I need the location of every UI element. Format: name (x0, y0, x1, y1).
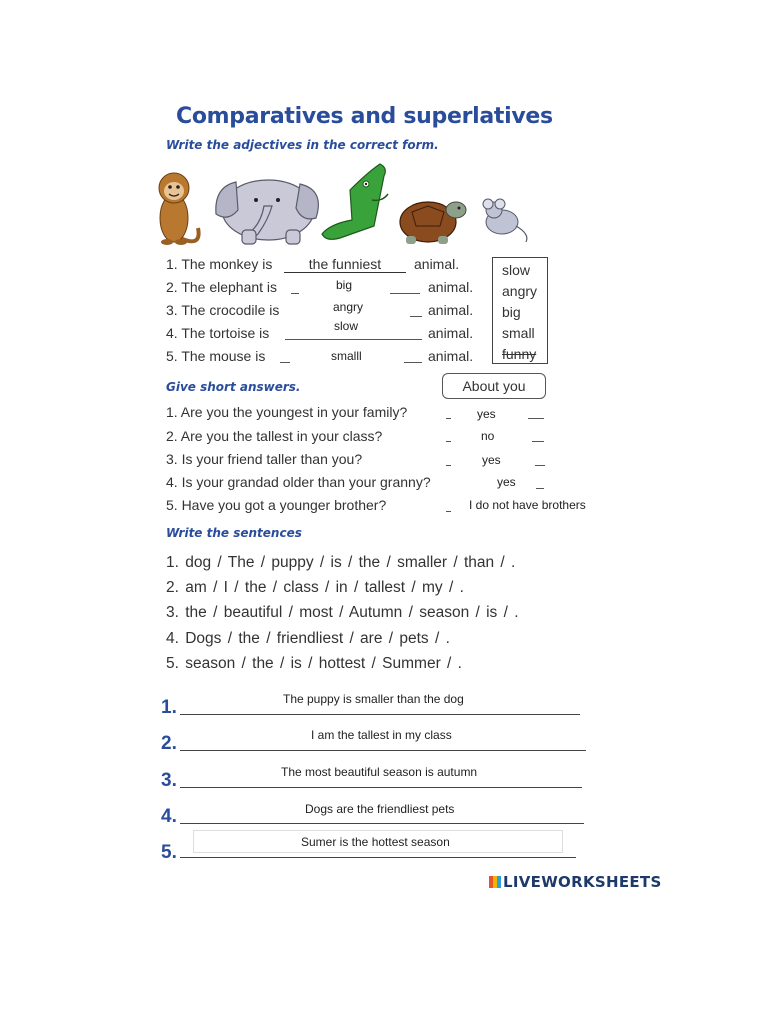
blank-line (285, 339, 422, 340)
word-box (492, 257, 548, 364)
page-title: Comparatives and superlatives (176, 104, 553, 129)
item-suffix-1: animal. (414, 256, 460, 272)
scrambled-sentence-5: 5. season / the / is / hottest / Summer / . (166, 655, 462, 672)
answer-field-1[interactable]: the funniest (284, 256, 406, 273)
scrambled-sentence-1: 1. dog / The / puppy / is / the / smaller / than / . (166, 554, 516, 571)
word-box-item: angry (502, 283, 538, 299)
word-box-item: slow (502, 262, 531, 278)
answer-field-4[interactable]: slow (334, 319, 359, 333)
adjective-item-3: 3. The crocodile is (166, 302, 280, 318)
adjective-item-2: 2. The elephant is (166, 279, 278, 295)
answer-line-4 (180, 823, 584, 824)
answer-line-2 (180, 750, 586, 751)
short-answer-3[interactable]: yes (482, 453, 501, 467)
monkey-icon (159, 173, 199, 245)
tortoise-icon (400, 202, 466, 244)
adjective-item-4: 4. The tortoise is (166, 325, 270, 341)
sentence-answer-1[interactable]: The puppy is smaller than the dog (283, 692, 464, 706)
answer-field-3[interactable]: angry (333, 300, 364, 314)
sentence-answer-4[interactable]: Dogs are the friendliest pets (305, 802, 455, 816)
blank-dash (280, 362, 290, 363)
word-box-item-used: funny (502, 346, 537, 362)
answer-line-1 (180, 714, 580, 715)
mouse-icon (483, 199, 527, 242)
answer-number-3: 3. (161, 770, 177, 791)
animal-illustrations (150, 160, 550, 248)
blank-dash (536, 488, 544, 489)
short-answer-2[interactable]: no (481, 429, 495, 443)
sentence-answer-2[interactable]: I am the tallest in my class (311, 728, 452, 742)
blank-dash (535, 465, 545, 466)
answer-field-5[interactable]: smalll (331, 349, 362, 363)
crocodile-icon (322, 164, 388, 239)
blank-dash (390, 293, 420, 294)
blank-dash (528, 418, 544, 419)
blank-dash (291, 293, 299, 294)
item-suffix-3: animal. (428, 302, 474, 318)
answer-number-2: 2. (161, 733, 177, 754)
blank-dash (446, 441, 451, 442)
item-suffix-2: animal. (428, 279, 474, 295)
logo-icon (489, 876, 501, 888)
adjective-item-1: 1. The monkey is (166, 256, 273, 272)
scrambled-sentence-4: 4. Dogs / the / friendliest / are / pets / . (166, 630, 450, 647)
blank-dash (446, 511, 451, 512)
instruction-write-sentences: Write the sentences (166, 526, 302, 540)
instruction-adjectives: Write the adjectives in the correct form. (166, 138, 439, 152)
question-4: 4. Is your grandad older than your granny? (166, 474, 431, 490)
short-answer-5[interactable]: I do not have brothers (469, 498, 586, 512)
adjective-item-5: 5. The mouse is (166, 348, 266, 364)
answer-field-2[interactable]: big (336, 278, 353, 292)
question-3: 3. Is your friend taller than you? (166, 451, 363, 467)
answer-number-1: 1. (161, 697, 177, 718)
instruction-short-answers: Give short answers. (166, 380, 301, 394)
scrambled-sentence-2: 2. am / I / the / class / in / tallest / my / . (166, 579, 464, 596)
question-5: 5. Have you got a younger brother? (166, 497, 387, 513)
answer-number-4: 4. (161, 806, 177, 827)
elephant-icon (216, 180, 319, 244)
blank-dash (446, 418, 451, 419)
question-1: 1. Are you the youngest in your family? (166, 404, 408, 420)
scrambled-sentence-3: 3. the / beautiful / most / Autumn / season / is / . (166, 604, 519, 621)
sentence-answer-5[interactable]: Sumer is the hottest season (301, 835, 450, 849)
word-box-item: small (502, 325, 535, 341)
answer-line-3 (180, 787, 582, 788)
short-answer-4[interactable]: yes (497, 475, 516, 489)
blank-dash (446, 465, 451, 466)
blank-dash (404, 362, 422, 363)
blank-dash (532, 441, 544, 442)
liveworksheets-logo: LIVEWORKSHEETS (489, 873, 662, 891)
about-you-label: About you (442, 373, 546, 399)
answer-line-5 (180, 857, 576, 858)
sentence-answer-3[interactable]: The most beautiful season is autumn (281, 765, 478, 779)
word-box-item: big (502, 304, 521, 320)
item-suffix-4: animal. (428, 325, 474, 341)
answer-number-5: 5. (161, 842, 177, 863)
item-suffix-5: animal. (428, 348, 474, 364)
blank-dash (410, 316, 422, 317)
question-2: 2. Are you the tallest in your class? (166, 428, 383, 444)
short-answer-1[interactable]: yes (477, 407, 496, 421)
